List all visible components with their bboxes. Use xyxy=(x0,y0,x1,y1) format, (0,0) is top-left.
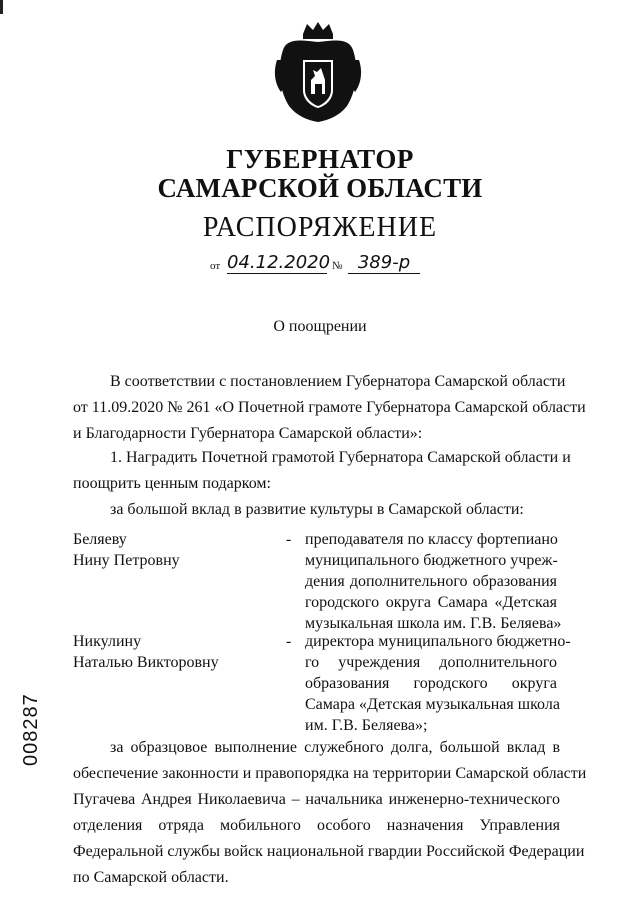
awardee-surname: Беляеву xyxy=(73,531,127,548)
category-2-line: Федеральной службы войск национальной гвардии Российской Федерации xyxy=(73,843,585,860)
description-line: им. Г.В. Беляева»; xyxy=(305,717,428,734)
number-label: № xyxy=(332,260,343,272)
subject-line: О поощрении xyxy=(273,318,367,335)
handwritten-number: 389-р xyxy=(348,253,420,274)
category-2-line: за образцовое выполнение служебного долга, большой вклад в xyxy=(110,739,560,756)
preamble-line: от 11.09.2020 № 261 «О Почетной грамоте Губернатора Самарской области xyxy=(73,399,586,416)
item-1-paragraph xyxy=(73,445,571,497)
document-serial-number: 008287 xyxy=(20,693,42,766)
description-line: преподавателя по классу фортепиано xyxy=(305,531,558,548)
governor-title: ГУБЕРНАТОР xyxy=(226,144,414,174)
item-1-line: поощрить ценным подарком: xyxy=(73,475,271,492)
category-1-paragraph xyxy=(73,497,560,523)
region-title: САМАРСКОЙ ОБЛАСТИ xyxy=(157,173,483,203)
description-line: Самара «Детская музыкальная школа xyxy=(305,696,560,713)
awardee-dash: - xyxy=(286,531,292,548)
description-line: музыкальная школа им. Г.В. Беляева» xyxy=(305,615,562,632)
scan-edge-mark xyxy=(0,0,3,14)
awardee-description xyxy=(305,631,571,736)
description-line: образования городского округа xyxy=(305,675,557,692)
preamble-paragraph xyxy=(73,369,586,447)
awardee-dash: - xyxy=(286,633,292,650)
awardee-given-names: Нину Петровну xyxy=(73,552,180,569)
preamble-line: и Благодарности Губернатора Самарской области»: xyxy=(73,425,423,442)
category-2-line: отделения отряда мобильного особого назначения Управления xyxy=(73,817,560,834)
description-line: го учреждения дополнительного xyxy=(305,654,557,671)
category-2-line: по Самарской области. xyxy=(73,869,229,886)
handwritten-date: 04.12.2020 xyxy=(227,252,331,273)
category-2-line: Пугачева Андрея Николаевича – начальника инженерно-технического xyxy=(73,791,560,808)
document-type: РАСПОРЯЖЕНИЕ xyxy=(202,212,438,243)
awardee-description xyxy=(305,529,562,634)
awardee-name xyxy=(73,631,219,673)
awardee-surname: Никулину xyxy=(73,633,142,650)
category-2-paragraph xyxy=(73,735,587,891)
from-label: от xyxy=(210,260,221,272)
preamble-line: В соответствии с постановлением Губернатора Самарской области xyxy=(110,373,566,390)
description-line: городского округа Самара «Детская xyxy=(305,594,557,611)
description-line: дения дополнительного образования xyxy=(305,573,557,590)
coat-of-arms-emblem xyxy=(273,20,363,124)
description-line: муниципального бюджетного учреж- xyxy=(305,552,558,569)
awardee-given-names: Наталью Викторовну xyxy=(73,654,219,671)
date-number-line xyxy=(210,248,440,278)
category-2-line: обеспечение законности и правопорядка на территории Самарской области xyxy=(73,765,587,782)
category-1-line: за большой вклад в развитие культуры в Самарской области: xyxy=(110,501,524,518)
awardee-name xyxy=(73,529,180,571)
item-1-line: 1. Наградить Почетной грамотой Губернатора Самарской области и xyxy=(110,449,571,466)
description-line: директора муниципального бюджетно- xyxy=(305,633,571,650)
